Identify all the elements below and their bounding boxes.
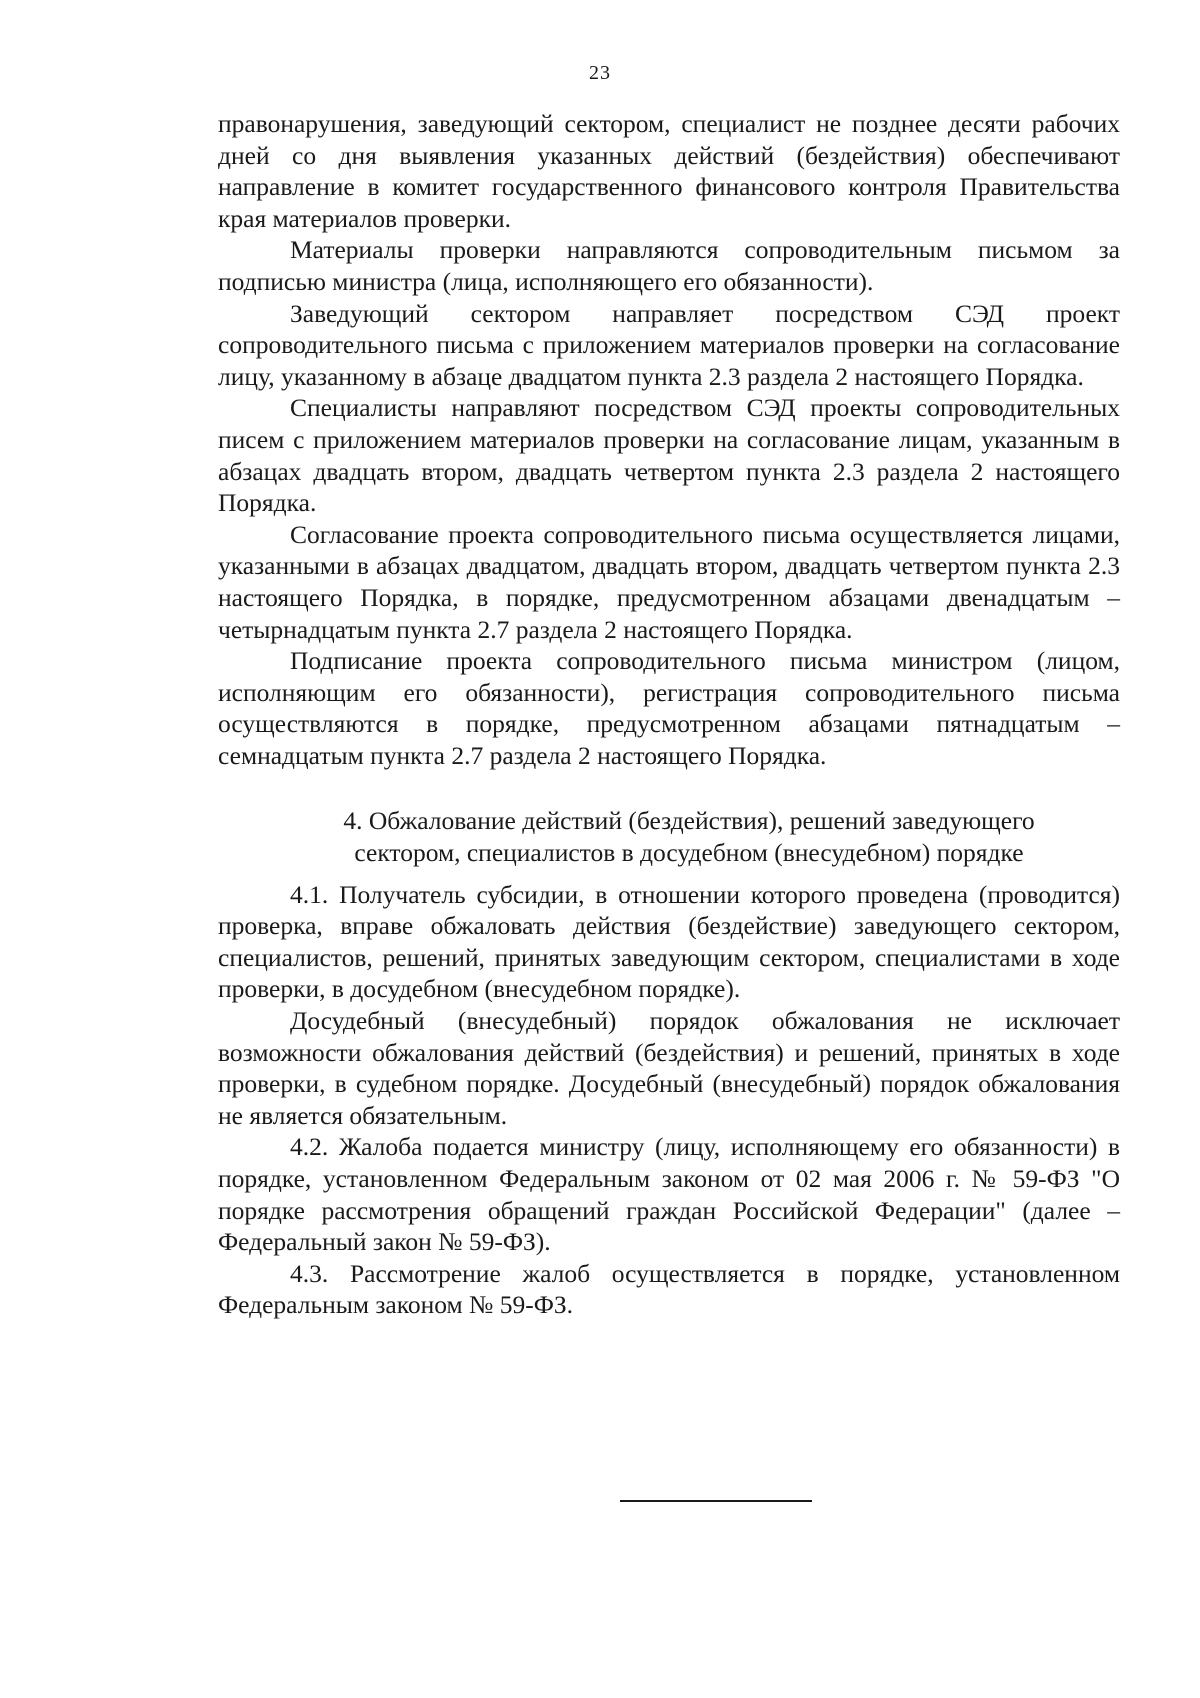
section-heading-line-1: 4. Обжалование действий (бездействия), решений заведующего — [343, 806, 1035, 836]
section-heading-line-2: сектором, специалистов в досудебном (внесудебном) порядке — [354, 838, 1024, 868]
paragraph-4-1: 4.1. Получатель субсидии, в отношении которого проведена (проводится) проверка, вправе обжаловать действия (бездействие) заведующего сектором, специалистов, решений, принятых заведующим сектором, специалистами в ходе проверки, в досудебном (внесудебном порядке). — [218, 879, 1120, 1004]
paragraph-continuation: правонарушения, заведующий сектором, специалист не позднее десяти рабочих дней со дня выявления указанных действий (бездействия) обеспечивают направление в комитет государственного финансового контроля Правительства края материалов проверки. — [218, 109, 1120, 233]
paragraph: Специалисты направляют посредством СЭД проекты сопроводительных писем с приложением материалов проверки на согласование лицам, указанным в абзацах двадцать втором, двадцать четвертом пункта 2.3 раздела 2 настоящего Порядка. — [218, 393, 1120, 518]
page-number: 23 — [589, 62, 611, 84]
section-heading — [218, 805, 1120, 868]
paragraph: Заведующий сектором направляет посредством СЭД проект сопроводительного письма с приложением материалов проверки на согласование лицу, указанному в абзаце двадцатом пункта 2.3 раздела 2 настоящего Порядка. — [218, 298, 1120, 391]
paragraph-4-3: 4.3. Рассмотрение жалоб осуществляется в порядке, установленном Федеральным законом № 59-ФЗ. — [218, 1258, 1120, 1320]
paragraph: Материалы проверки направляются сопроводительным письмом за подписью министра (лица, исполняющего его обязанности). — [218, 235, 1120, 296]
paragraph: Досудебный (внесудебный) порядок обжалования не исключает возможности обжалования действий (бездействия) и решений, принятых в ходе проверки, в судебном порядке. Досудебный (внесудебный) порядок обжалования не является обязательным. — [218, 1006, 1120, 1130]
paragraph-4-2: 4.2. Жалоба подается министру (лицу, исполняющему его обязанности) в порядке, установленном Федеральным законом от 02 мая 2006 г. № 59-ФЗ "О порядке рассмотрения обращений граждан Российской Федерации" (далее – Федеральный закон № 59-ФЗ). — [218, 1132, 1120, 1257]
document-body — [218, 108, 1120, 1321]
paragraph: Согласование проекта сопроводительного письма осуществляется лицами, указанными в абзацах двадцатом, двадцать втором, двадцать четвертом пункта 2.3 настоящего Порядка, в порядке, предусмотренном абзацами двенадцатым – четырнадцатым пункта 2.7 раздела 2 настоящего Порядка. — [218, 519, 1120, 644]
paragraph: Подписание проекта сопроводительного письма министром (лицом, исполняющим его обязанности), регистрация сопроводительного письма осуществляются в порядке, предусмотренном абзацами пятнадцатым – семнадцатым пункта 2.7 раздела 2 настоящего Порядка. — [218, 646, 1120, 770]
closing-rule — [620, 1500, 812, 1502]
